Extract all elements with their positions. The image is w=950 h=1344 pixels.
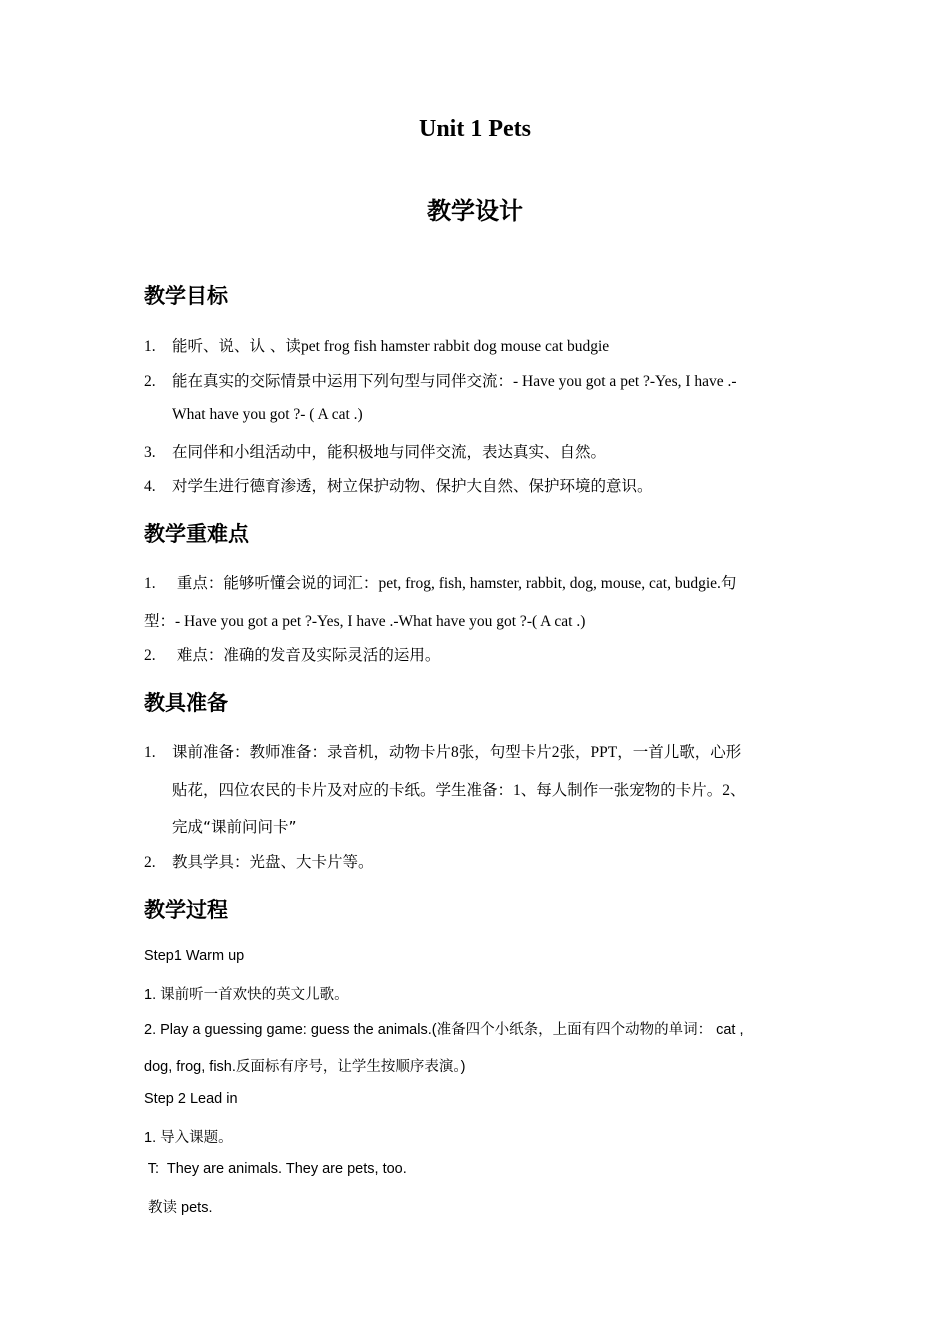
process-line-2: 2. Play a guessing game: guess the animals.(准备四个小纸条，上面有四个动物的单词： cat , xyxy=(144,1022,744,1038)
material-item-1: 1. 课前准备：教师准备：录音机，动物卡片8张，句型卡片2张，PPT，一首儿歌，心形 xyxy=(144,743,742,761)
keypoint-item-2: 2. 难点：准确的发音及实际灵活的运用。 xyxy=(144,646,441,664)
process-line-1: 1. 课前听一首欢快的英文儿歌。 xyxy=(144,987,349,1003)
doc-title: Unit 1 Pets xyxy=(419,116,531,142)
material-item-1-line3: 完成“课前问问卡” xyxy=(172,818,297,836)
heading-objectives: 教学目标 xyxy=(144,284,228,308)
heading-process: 教学过程 xyxy=(144,898,228,922)
heading-keypoints: 教学重难点 xyxy=(144,522,249,546)
heading-materials: 教具准备 xyxy=(144,691,228,715)
process-line-3: 1. 导入课题。 xyxy=(144,1130,233,1146)
material-item-1-line2: 贴花，四位农民的卡片及对应的卡纸。学生准备：1、每人制作一张宠物的卡片。2、 xyxy=(172,781,746,799)
objective-item-3: 3. 在同伴和小组活动中，能积极地与同伴交流，表达真实、自然。 xyxy=(144,443,607,461)
objective-item-2: 2. 能在真实的交际情景中运用下列句型与同伴交流：- Have you got a pet ?-Yes, I have .- xyxy=(144,372,737,390)
doc-subtitle: 教学设计 xyxy=(427,197,523,225)
keypoint-item-1: 1. 重点：能够听懂会说的词汇：pet, frog, fish, hamster, rabbit, dog, mouse, cat, budgie.句 xyxy=(144,574,737,592)
process-line-step2: Step 2 Lead in xyxy=(144,1091,238,1107)
process-line-2-continued: dog, frog, fish.反面标有序号，让学生按顺序表演。) xyxy=(144,1059,466,1075)
objective-item-1: 1. 能听、说、认 、读pet frog fish hamster rabbit dog mouse cat budgie xyxy=(144,337,610,355)
material-item-2: 2. 教具学具：光盘、大卡片等。 xyxy=(144,853,374,871)
objective-item-4: 4. 对学生进行德育渗透，树立保护动物、保护大自然、保护环境的意识。 xyxy=(144,477,653,495)
keypoint-item-1-continued: 型：- Have you got a pet ?-Yes, I have .-What have you got ?-( A cat .) xyxy=(144,612,586,630)
objective-item-2-continued: What have you got ?- ( A cat .) xyxy=(172,406,363,423)
process-line-5: 教读 pets. xyxy=(144,1200,213,1216)
process-line-4: T: They are animals. They are pets, too. xyxy=(144,1161,407,1177)
process-line-step1: Step1 Warm up xyxy=(144,948,245,964)
